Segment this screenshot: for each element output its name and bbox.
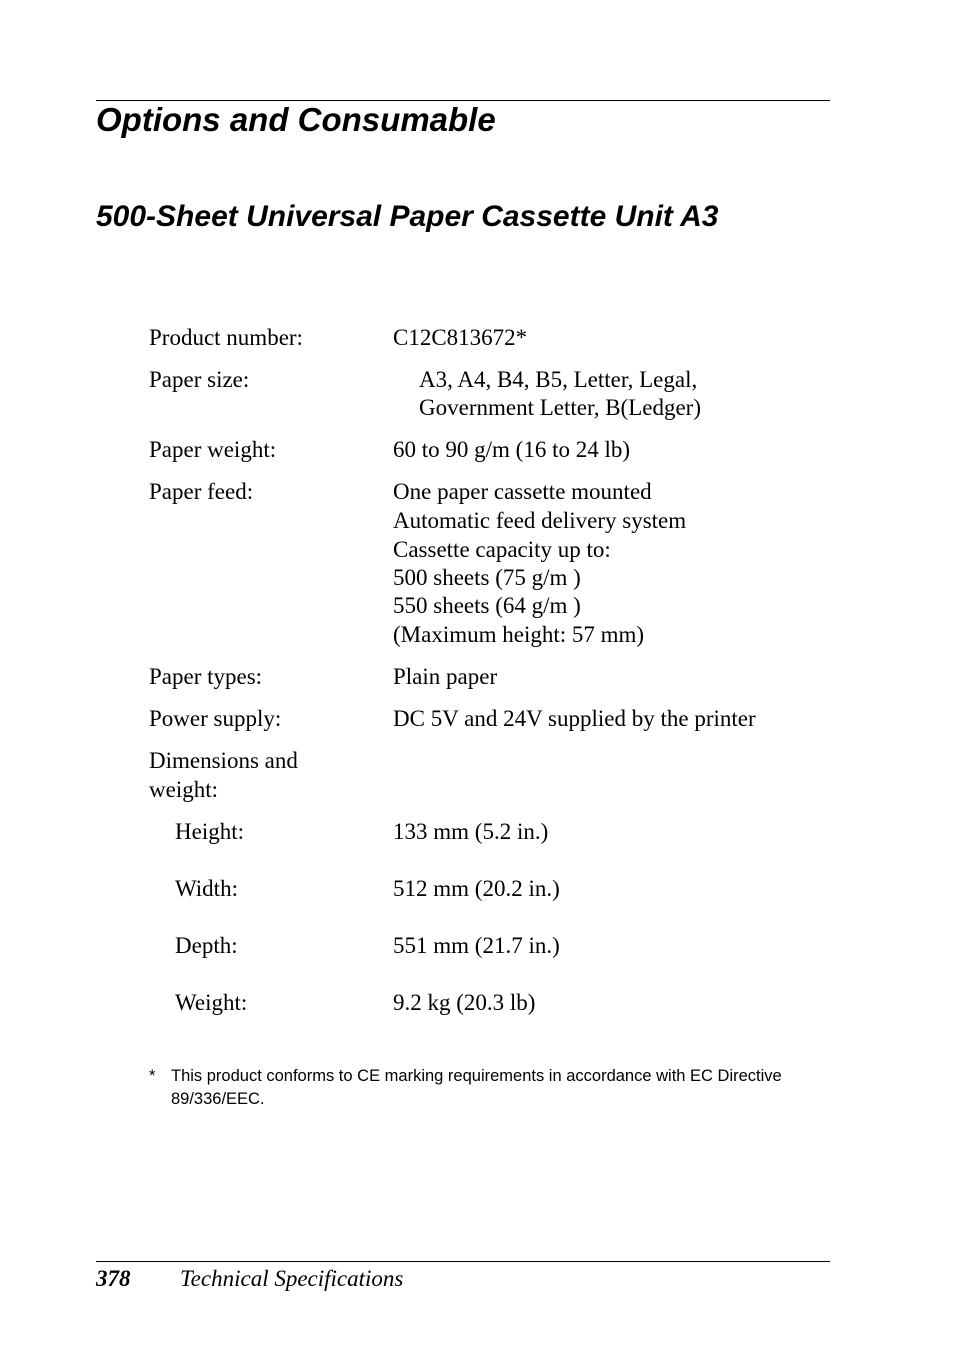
product-number-label: Product number: — [149, 325, 303, 350]
paper-feed-value-line-1: One paper cassette mounted — [393, 479, 652, 504]
paper-feed-value-line-4: 500 sheets (75 g/m ) — [393, 565, 581, 590]
paper-weight-label: Paper weight: — [149, 437, 277, 462]
paper-size-label: Paper size: — [149, 367, 250, 392]
paper-size-value-line-2: Government Letter, B(Ledger) — [419, 395, 701, 420]
depth-label: Depth: — [175, 933, 238, 958]
dimensions-label-line-2: weight: — [149, 777, 218, 802]
power-supply-value: DC 5V and 24V supplied by the printer — [393, 706, 756, 731]
product-number-value: C12C813672* — [393, 325, 528, 350]
footer-section-title: Technical Specifications — [180, 1266, 404, 1291]
depth-value: 551 mm (21.7 in.) — [393, 933, 560, 958]
width-label: Width: — [175, 876, 238, 901]
height-label: Height: — [175, 819, 244, 844]
height-value: 133 mm (5.2 in.) — [393, 819, 549, 844]
paper-size-value-line-1: A3, A4, B4, B5, Letter, Legal, — [419, 367, 698, 392]
weight-label: Weight: — [175, 990, 248, 1015]
weight-value: 9.2 kg (20.3 lb) — [393, 990, 536, 1015]
paper-weight-value: 60 to 90 g/m (16 to 24 lb) — [393, 437, 631, 462]
paper-types-label: Paper types: — [149, 664, 263, 689]
width-value: 512 mm (20.2 in.) — [393, 876, 560, 901]
dimensions-label-line-1: Dimensions and — [149, 748, 298, 773]
paper-feed-label: Paper feed: — [149, 479, 254, 504]
page-number: 378 — [96, 1266, 131, 1291]
paper-feed-value-line-2: Automatic feed delivery system — [393, 508, 687, 533]
paper-feed-value-line-6: (Maximum height: 57 mm) — [393, 622, 645, 647]
footnote-line-2: 89/336/EEC. — [171, 1090, 265, 1108]
paper-types-value: Plain paper — [393, 664, 498, 689]
section-title: 500-Sheet Universal Paper Cassette Unit A3 — [96, 200, 719, 233]
page-title: Options and Consumable — [96, 101, 496, 138]
footer-rule — [96, 1261, 830, 1262]
footnote-marker: * — [149, 1067, 156, 1085]
power-supply-label: Power supply: — [149, 706, 282, 731]
paper-feed-value-line-3: Cassette capacity up to: — [393, 537, 611, 562]
footnote-line-1: This product conforms to CE marking requirements in accordance with EC Directive — [171, 1067, 782, 1085]
paper-feed-value-line-5: 550 sheets (64 g/m ) — [393, 593, 581, 618]
